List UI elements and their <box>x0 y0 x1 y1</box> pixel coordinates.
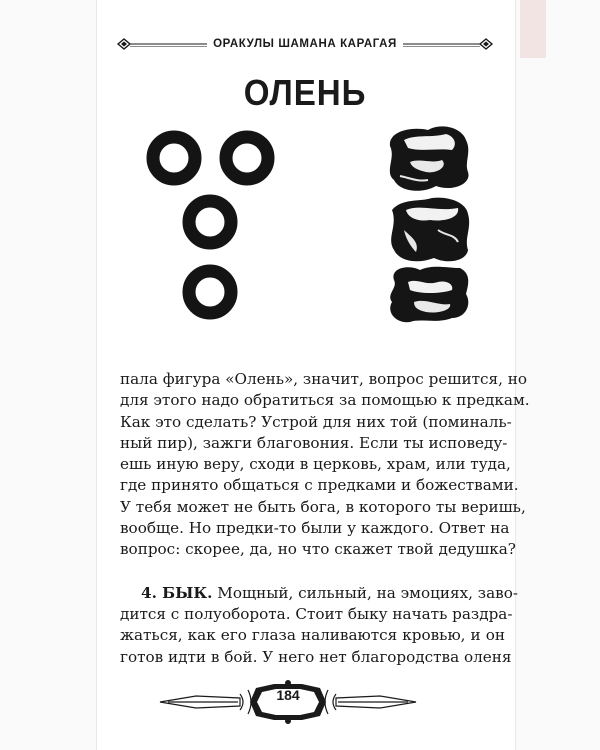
text-line: У тебя может не быть бога, в которого ты веришь, <box>120 497 526 516</box>
figure-title: ОЛЕНЬ <box>243 72 367 113</box>
bone-icon <box>390 267 468 323</box>
running-head <box>116 36 494 52</box>
page-edge-shadow <box>520 0 546 58</box>
running-head-title: ОРАКУЛЫ ШАМАНА КАРАГАЯ <box>207 38 403 50</box>
page-number: 184 <box>276 687 300 703</box>
text-line: готов идти в бой. У него нет благородства оленя <box>120 647 512 666</box>
text-line: жаться, как его глаза наливаются кровью, и он <box>120 626 505 645</box>
ring-icon <box>226 137 268 179</box>
text-line: пала фигура «Олень», значит, вопрос решится, но <box>120 370 527 388</box>
section-heading: 4. БЫК. <box>141 583 213 602</box>
oracle-figure <box>120 118 480 343</box>
text-line: ный пир), зажги благовония. Если ты исповеду- <box>120 433 508 452</box>
ring-icon <box>153 137 195 179</box>
text-fragment: Мощный, сильный, на эмоциях, заво- <box>212 583 518 602</box>
text-line: Как это сделать? Устрой для них той (поминаль- <box>120 412 512 431</box>
body-text <box>120 369 530 668</box>
paragraph-lead-line <box>120 583 518 604</box>
text-line: где принято общаться с предками и божествами. <box>120 476 519 495</box>
ring-icon <box>189 271 231 313</box>
ring-icon <box>189 201 231 243</box>
text-line: вообще. Но предки-то были у каждого. Ответ на <box>120 519 510 538</box>
bone-icon <box>391 198 469 262</box>
text-line: вопрос: скорее, да, но что скажет твой дедушка? <box>120 540 516 559</box>
text-line: дится с полуоборота. Стоит быку начать раздра- <box>120 604 513 623</box>
text-line: для этого надо обратиться за помощью к предкам. <box>120 391 530 410</box>
bone-icon <box>390 126 469 190</box>
text-line: ешь иную веру, сходи в церковь, храм, или туда, <box>120 455 511 474</box>
